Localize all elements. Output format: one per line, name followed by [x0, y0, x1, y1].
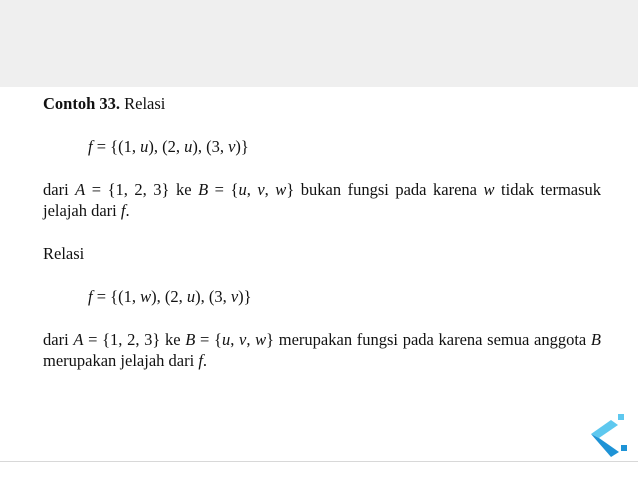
var: A — [75, 180, 86, 199]
var: v — [239, 330, 247, 349]
var: w — [255, 330, 267, 349]
text-seg: merupakan jelajah dari — [43, 351, 199, 370]
var: w — [483, 180, 495, 199]
logo-dot-bottom — [621, 445, 627, 451]
var: w — [140, 287, 152, 306]
text-seg: = { — [208, 180, 239, 199]
bottom-divider — [0, 461, 638, 462]
example-heading — [43, 93, 601, 114]
var: u — [221, 330, 231, 349]
text-seg: } bukan fungsi pada karena — [286, 180, 484, 199]
text-seg: = {1, 2, 3} ke — [85, 180, 199, 199]
text-seg: ), (3, — [195, 287, 231, 306]
text-seg: ), (3, — [192, 137, 229, 156]
var: u — [186, 287, 196, 306]
text-seg: tidak termasuk jelajah dari — [43, 180, 602, 220]
text-seg: , — [246, 330, 256, 349]
var: u — [140, 137, 149, 156]
logo-upper-arm — [591, 420, 618, 438]
var: v — [228, 137, 236, 156]
explanation-1 — [43, 179, 601, 221]
example-number: Contoh 33. — [43, 94, 121, 113]
relasi-label: Relasi — [43, 244, 85, 263]
text-seg: , — [264, 180, 276, 199]
text-seg: , — [246, 180, 258, 199]
relation-2 — [43, 286, 601, 307]
example-title: Relasi — [120, 94, 166, 113]
var: B — [590, 330, 602, 349]
text-seg: } merupakan fungsi pada karena semua anggota — [266, 330, 591, 349]
text-seg: ), (2, — [148, 137, 185, 156]
text-seg: )} — [235, 137, 249, 156]
text-seg: = { — [195, 330, 222, 349]
text-seg: , — [230, 330, 240, 349]
text-seg: . — [125, 201, 130, 220]
text-seg: dari — [43, 180, 76, 199]
text-seg: ), (2, — [151, 287, 187, 306]
explanation-2 — [43, 329, 601, 371]
logo-dot-top — [618, 414, 624, 420]
text-seg: dari — [43, 330, 74, 349]
var: B — [185, 330, 196, 349]
var: B — [198, 180, 209, 199]
text-seg: = {1, 2, 3} ke — [83, 330, 186, 349]
var: w — [275, 180, 287, 199]
document-body — [43, 93, 601, 371]
var-f: f — [88, 287, 93, 306]
text-seg: )} — [238, 287, 252, 306]
var-f: f — [88, 137, 93, 156]
var: A — [73, 330, 84, 349]
logo-lower-arm — [591, 434, 619, 457]
var: v — [230, 287, 239, 306]
var: v — [257, 180, 265, 199]
text-seg: = {(1, — [92, 137, 141, 156]
relation-1 — [43, 136, 601, 157]
var: u — [184, 137, 193, 156]
chevron-left-logo-icon — [591, 414, 627, 458]
var: u — [238, 180, 247, 199]
text-seg: = {(1, — [92, 287, 141, 306]
var: f — [198, 351, 203, 370]
var: f — [120, 201, 126, 220]
text-seg: . — [202, 351, 208, 370]
header-band — [0, 0, 638, 87]
